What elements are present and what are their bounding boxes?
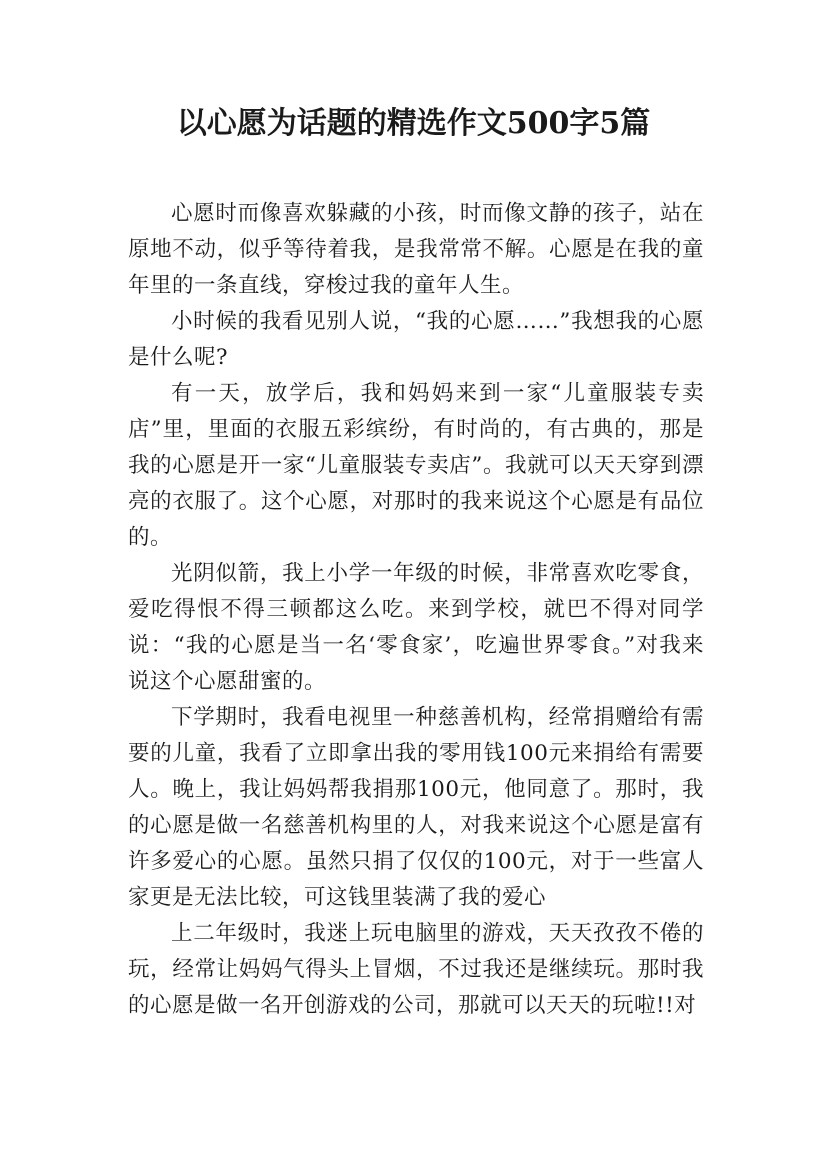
paragraph-4: 光阴似箭，我上小学一年级的时候，非常喜欢吃零食，爱吃得恨不得三顿都这么吃。来到学校，就巴不得对同学说：“我的心愿是当一名‘零食家’，吃遍世界零食。”对我来说这个心愿甜蜜的。 (128, 561, 704, 694)
document-body (128, 196, 704, 1024)
paragraph-3: 有一天，放学后，我和妈妈来到一家“儿童服装专卖店”里，里面的衣服五彩缤纷，有时尚的，有古典的，那是我的心愿是开一家“儿童服装专卖店”。我就可以天天穿到漂亮的衣服了。这个心愿，对那时的我来说这个心愿是有品位的。 (128, 381, 704, 550)
paragraph-6: 上二年级时，我迷上玩电脑里的游戏，天天孜孜不倦的玩，经常让妈妈气得头上冒烟，不过我还是继续玩。那时我的心愿是做一名开创游戏的公司，那就可以天天的玩啦!!对 (128, 921, 704, 1018)
paragraph-2: 小时候的我看见别人说，“我的心愿……”我想我的心愿是什么呢? (128, 309, 704, 370)
document-title: 以心愿为话题的精选作文500字5篇 (176, 106, 651, 141)
paragraph-1: 心愿时而像喜欢躲藏的小孩，时而像文静的孩子，站在原地不动，似乎等待着我，是我常常不解。心愿是在我的童年里的一条直线，穿梭过我的童年人生。 (128, 201, 704, 298)
paragraph-5: 下学期时，我看电视里一种慈善机构，经常捐赠给有需要的儿童，我看了立即拿出我的零用钱100元来捐给有需要人。晚上，我让妈妈帮我捐那100元，他同意了。那时，我的心愿是做一名慈善机构里的人，对我来说这个心愿是富有许多爱心的心愿。虽然只捐了仅仅的100元，对于一些富人家更是无法比较，可这钱里装满了我的爱心 (128, 705, 704, 910)
